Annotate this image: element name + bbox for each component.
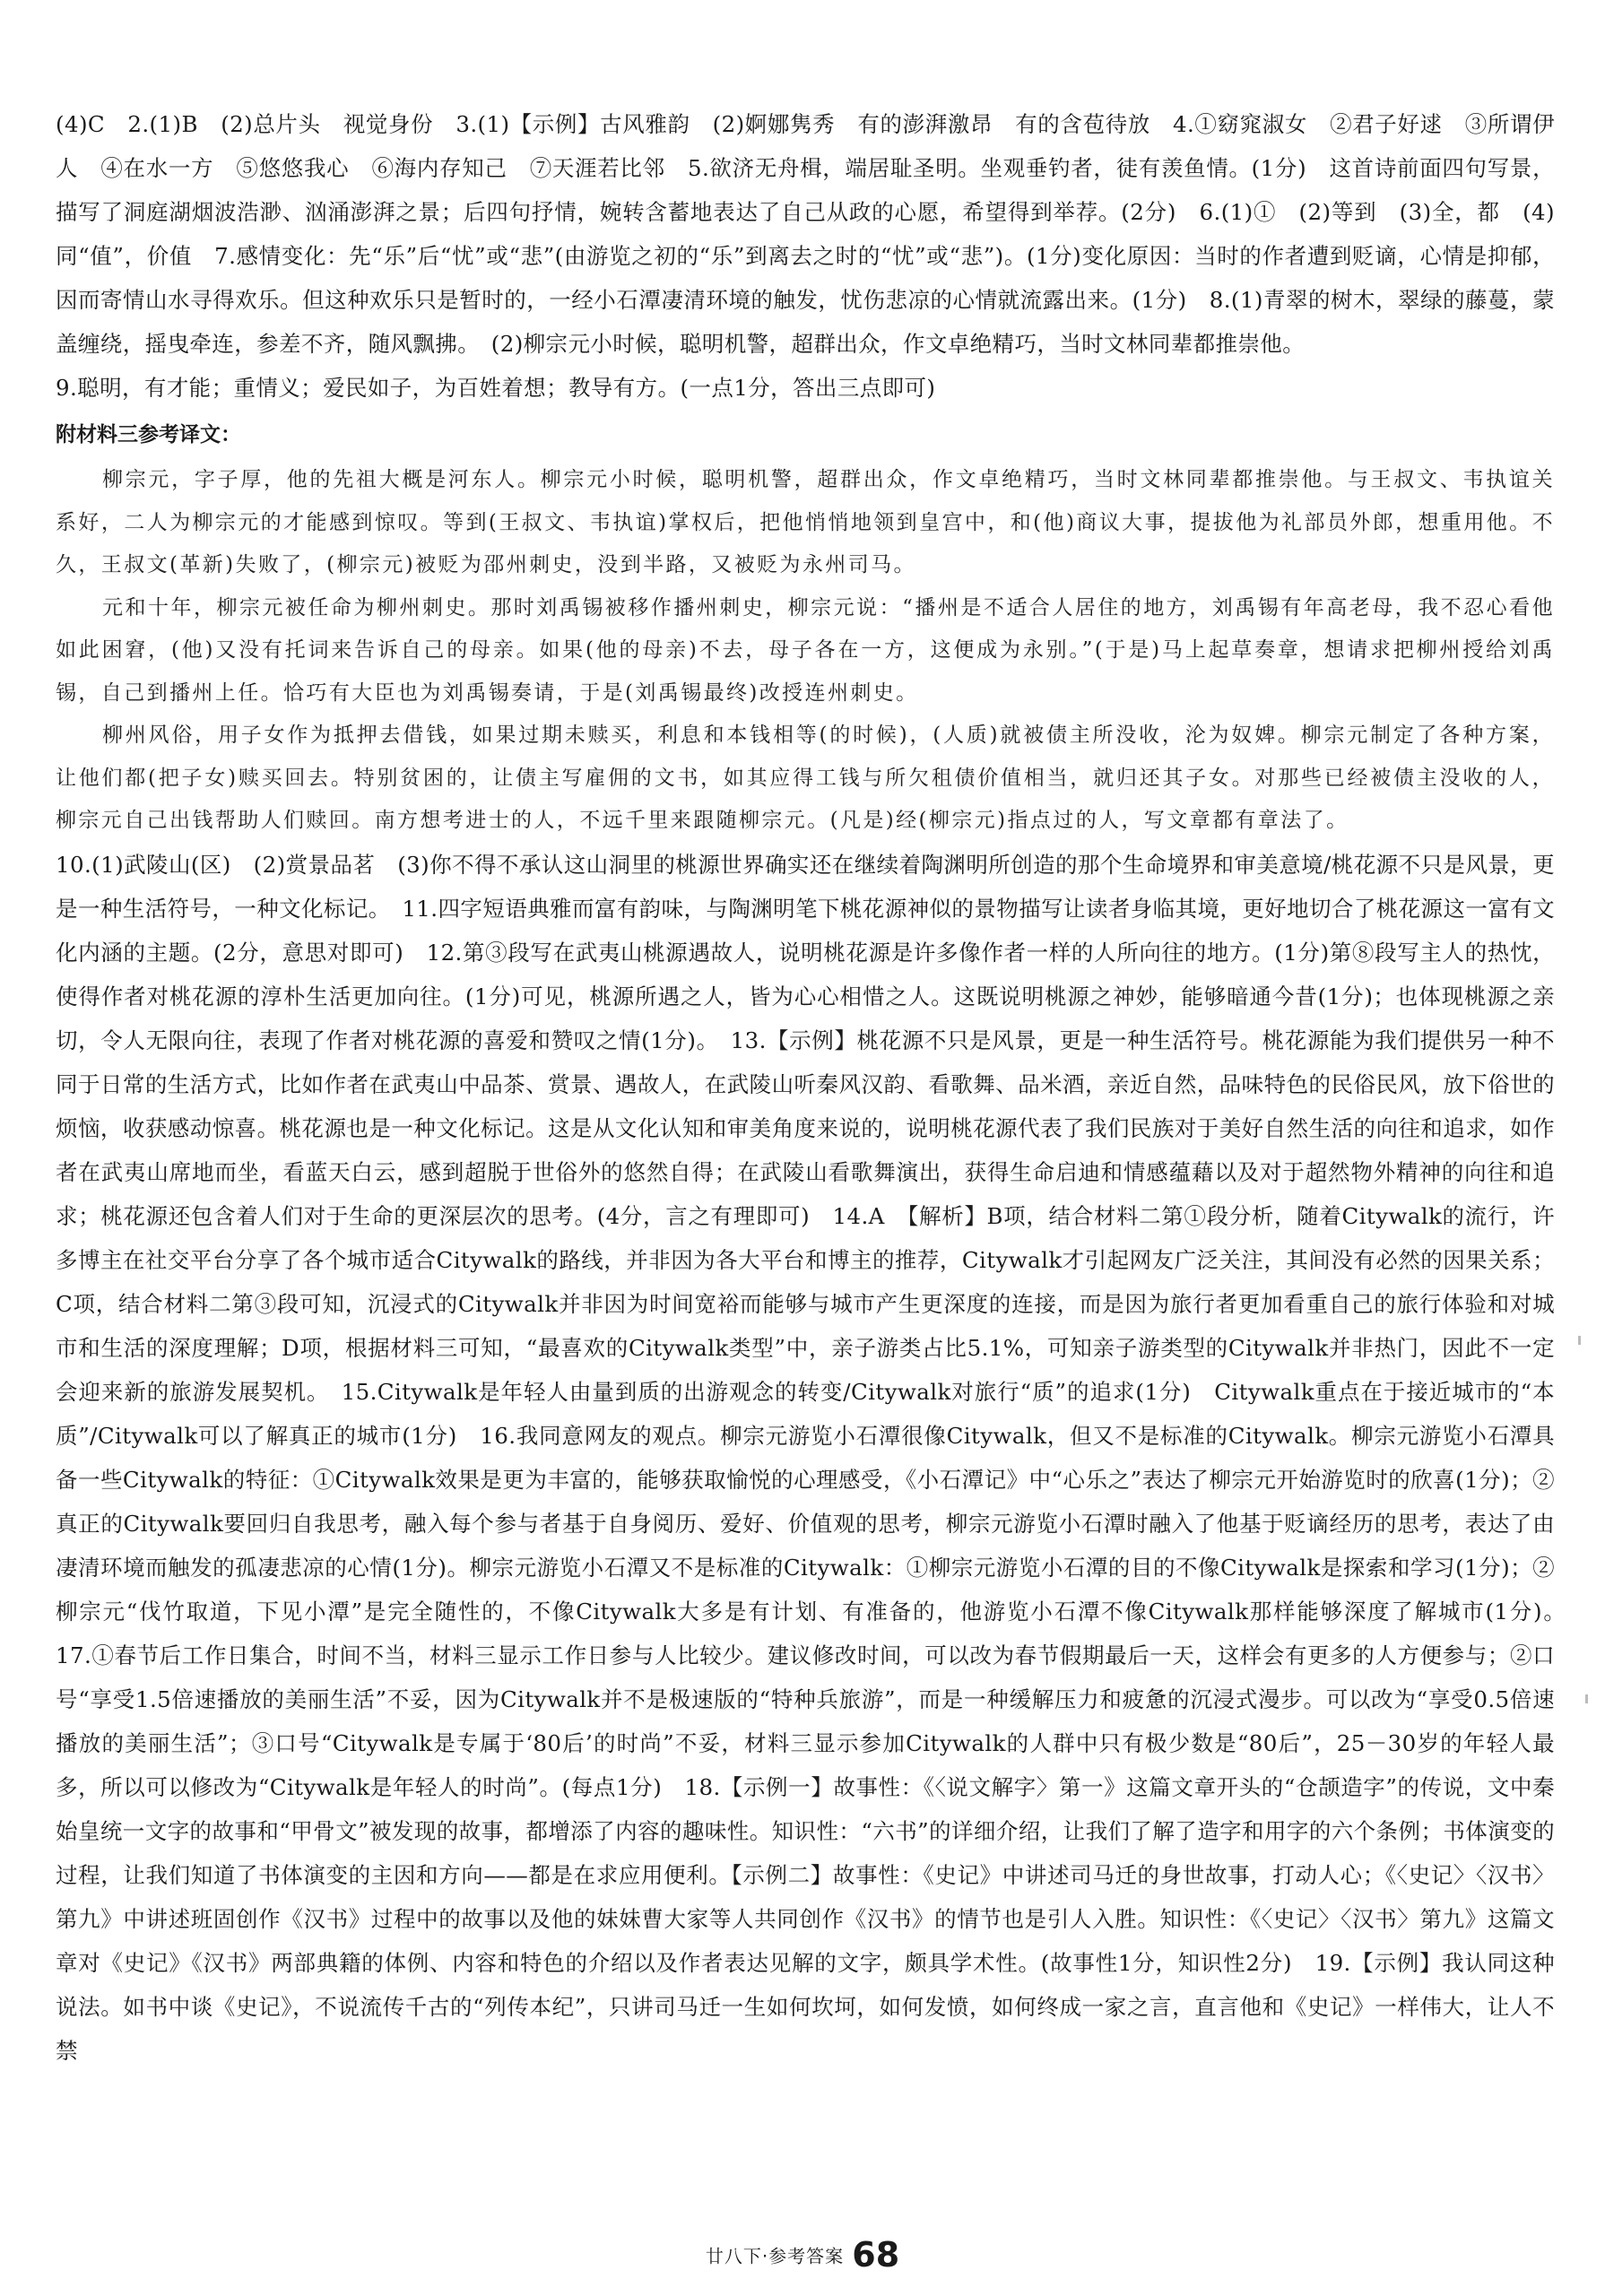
answer-key-page xyxy=(56,102,1577,2073)
translation-paragraph-1: 柳宗元，字子厚，他的先祖大概是河东人。柳宗元小时候，聪明机警，超群出众，作文卓绝精巧，当时文林同辈都推崇他。与王叔文、韦执谊关系好，二人为柳宗元的才能感到惊叹。等到(王叔文、韦执谊)掌权后，把他悄悄地领到皇宫中，和(他)商议大事，提拔他为礼部员外郎，想重用他。不久，王叔文(革新)失败了，(柳宗元)被贬为邵州刺史，没到半路，又被贬为永州司马。 xyxy=(56,468,1555,576)
page-footer xyxy=(0,2235,1605,2274)
scan-mark xyxy=(1578,1336,1581,1345)
answers-block-2: 10.(1)武陵山(区) (2)赏景品茗 (3)你不得不承认这山洞里的桃源世界确实还在继续着陶渊明所创造的那个生命境界和审美意境/桃花源不只是风景，更是一种生活符号，一种文化标记。 11.四字短语典雅而富有韵味，与陶渊明笔下桃花源神似的景物描写让读者身临其境，更好地切合了桃花源这一富有文化内涵的主题。(2分，意思对即可) 12.第③段写在武夷山桃源遇故人，说明桃花源是许多像作者一样的人所向往的地方。(1分)第⑧段写主人的热忱，使得作者对桃花源的淳朴生活更加向往。(1分)可见，桃源所遇之人，皆为心心相惜之人。这既说明桃源之神妙，能够暗通今昔(1分)；也体现桃源之亲切，令人无限向往，表现了作者对桃花源的喜爱和赞叹之情(1分)。 13.【示例】桃花源不只是风景，更是一种生活符号。桃花源能为我们提供另一种不同于日常的生活方式，比如作者在武夷山中品茶、赏景、遇故人，在武陵山听秦风汉韵、看歌舞、品米酒，亲近自然，品味特色的民俗民风，放下俗世的烦恼，收获感动惊喜。桃花源也是一种文化标记。这是从文化认知和审美角度来说的，说明桃花源代表了我们民族对于美好自然生活的向往和追求，如作者在武夷山席地而坐，看蓝天白云，感到超脱于世俗外的悠然自得；在武陵山看歌舞演出，获得生命启迪和情感蕴藉以及对于超然物外精神的向往和追求；桃花源还包含着人们对于生命的更深层次的思考。(4分，言之有理即可) 14.A 【解析】B项，结合材料二第①段分析，随着Citywalk的流行，许多博主在社交平台分享了各个城市适合Citywalk的路线，并非因为各大平台和博主的推荐，Citywalk才引起网友广泛关注，其间没有必然的因果关系；C项，结合材料二第③段可知，沉浸式的Citywalk并非因为时间宽裕而能够与城市产生更深度的连接，而是因为旅行者更加看重自己的旅行体验和对城市和生活的深度理解；D项，根据材料三可知，“最喜欢的Citywalk类型”中，亲子游类占比5.1%，可知亲子游类型的Citywalk并非热门，因此不一定会迎来新的旅游发展契机。 15.Citywalk是年轻人由量到质的出游观念的转变/Citywalk对旅行“质”的追求(1分) Citywalk重点在于接近城市的“本质”/Citywalk可以了解真正的城市(1分) 16.我同意网友的观点。柳宗元游览小石潭很像Citywalk，但又不是标准的Citywalk。柳宗元游览小石潭具备一些Citywalk的特征：①Citywalk效果是更为丰富的，能够获取愉悦的心理感受，《小石潭记》中“心乐之”表达了柳宗元开始游览时的欣喜(1分)；②真正的Citywalk要回归自我思考，融入每个参与者基于自身阅历、爱好、价值观的思考，柳宗元游览小石潭时融入了他基于贬谪经历的思考，表达了由凄清环境而触发的孤凄悲凉的心情(1分)。柳宗元游览小石潭又不是标准的Citywalk：①柳宗元游览小石潭的目的不像Citywalk是探索和学习(1分)；②柳宗元“伐竹取道，下见小潭”是完全随性的，不像Citywalk大多是有计划、有准备的，他游览小石潭不像Citywalk那样能够深度了解城市(1分)。 17.①春节后工作日集合，时间不当，材料三显示工作日参与人比较少。建议修改时间，可以改为春节假期最后一天，这样会有更多的人方便参与；②口号“享受1.5倍速播放的美丽生活”不妥，因为Citywalk并不是极速版的“特种兵旅游”，而是一种缓解压力和疲惫的沉浸式漫步。可以改为“享受0.5倍速播放的美丽生活”；③口号“Citywalk是专属于‘80后’的时尚”不妥，材料三显示参加Citywalk的人群中只有极少数是“80后”，25－30岁的年轻人最多，所以可以修改为“Citywalk是年轻人的时尚”。(每点1分) 18.【示例一】故事性：《〈说文解字〉第一》这篇文章开头的“仓颉造字”的传说，文中秦始皇统一文字的故事和“甲骨文”被发现的故事，都增添了内容的趣味性。知识性：“六书”的详细介绍，让我们了解了造字和用字的六个条例；书体演变的过程，让我们知道了书体演变的主因和方向——都是在求应用便利。【示例二】故事性：《史记》中讲述司马迁的身世故事，打动人心；《〈史记〉〈汉书〉第九》中讲述班固创作《汉书》过程中的故事以及他的妹妹曹大家等人共同创作《汉书》的情节也是引人入胜。知识性：《〈史记〉〈汉书〉第九》这篇文章对《史记》《汉书》两部典籍的体例、内容和特色的介绍以及作者表达见解的文字，颇具学术性。(故事性1分，知识性2分) 19.【示例】我认同这种说法。如书中谈《史记》，不说流传千古的“列传本纪”，只讲司马迁一生如何坎坷，如何发愤，如何终成一家之言，直言他和《史记》一样伟大，让人不禁 xyxy=(56,851,1577,2064)
translation-paragraph-3: 柳州风俗，用子女作为抵押去借钱，如果过期未赎买，利息和本钱相等(的时候)，(人质)就被债主所没收，沦为奴婢。柳宗元制定了各种方案，让他们都(把子女)赎买回去。特别贫困的，让债主写雇佣的文书，如其应得工钱与所欠租债价值相当，就归还其子女。对那些已经被债主没收的人，柳宗元自己出钱帮助人们赎回。南方想考进士的人，不远千里来跟随柳宗元。(凡是)经(柳宗元)指点过的人，写文章都有章法了。 xyxy=(56,723,1555,832)
answers-block-1: (4)C 2.(1)B (2)总片头 视觉身份 3.(1)【示例】古风雅韵 (2)婀娜隽秀 有的澎湃激昂 有的含苞待放 4.①窈窕淑女 ②君子好逑 ③所谓伊人 ④在水一方 ⑤悠悠我心 ⑥海内存知己 ⑦天涯若比邻 5.欲济无舟楫，端居耻圣明。坐观垂钓者，徒有羡鱼情。(1分) 这首诗前面四句写景，描写了洞庭湖烟波浩渺、汹涌澎湃之景；后四句抒情，婉转含蓄地表达了自己从政的心愿，希望得到举荐。(2分) 6.(1)① (2)等到 (3)全，都 (4)同“值”，价值 7.感情变化：先“乐”后“忧”或“悲”(由游览之初的“乐”到离去之时的“忧”或“悲”)。(1分)变化原因：当时的作者遭到贬谪，心情是抑郁，因而寄情山水寻得欢乐。但这种欢乐只是暂时的，一经小石潭凄清环境的触发，忧伤悲凉的心情就流露出来。(1分) 8.(1)青翠的树木，翠绿的藤蔓，蒙盖缠绕，摇曳牵连，参差不齐，随风飘拂。 (2)柳宗元小时候，聪明机警，超群出众，作文卓绝精巧，当时文林同辈都推崇他。 xyxy=(56,111,1555,357)
translation-heading: 附材料三参考译文： xyxy=(56,423,241,446)
page-number: 68 xyxy=(852,2235,900,2274)
answer-9: 9.聪明，有才能；重情义；爱民如子，为百姓着想；教导有方。(一点1分，答出三点即可) xyxy=(56,375,936,401)
scan-mark xyxy=(1585,1694,1588,1703)
translation-paragraph-2: 元和十年，柳宗元被任命为柳州刺史。那时刘禹锡被移作播州刺史，柳宗元说：“播州是不适合人居住的地方，刘禹锡有年高老母，我不忍心看他如此困窘，(他)又没有托词来告诉自己的母亲。如果(他的母亲)不去，母子各在一方，这便成为永别。”(于是)马上起草奏章，想请求把柳州授给刘禹锡，自己到播州上任。恰巧有大臣也为刘禹锡奏请，于是(刘禹锡最终)改授连州刺史。 xyxy=(56,595,1555,705)
footer-label: 廿八下·参考答案 xyxy=(705,2245,845,2267)
